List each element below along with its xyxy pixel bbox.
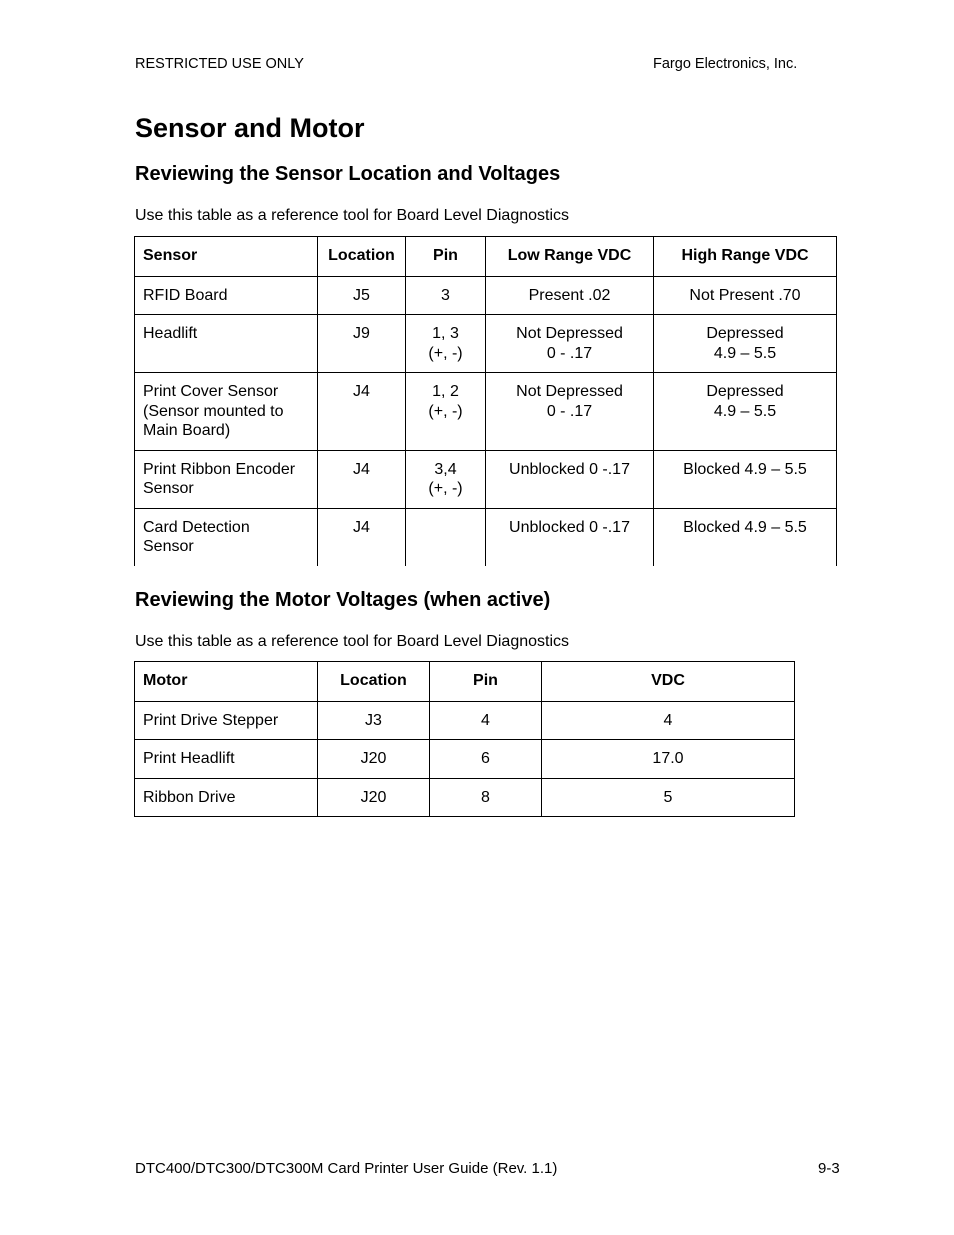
- table-row: [135, 276, 837, 315]
- pin-cell: 8: [430, 778, 542, 817]
- location-cell: J4: [318, 450, 406, 508]
- footer-guide-title: DTC400/DTC300/DTC300M Card Printer User Guide (Rev. 1.1): [135, 1160, 558, 1177]
- low-range-cell: Present .02: [486, 276, 654, 315]
- high-range-cell: Blocked 4.9 – 5.5: [654, 450, 837, 508]
- location-cell: J20: [318, 740, 430, 779]
- column-header-location: Location: [318, 237, 406, 277]
- column-header-location: Location: [318, 662, 430, 702]
- location-cell: J3: [318, 701, 430, 740]
- motor-section-intro: Use this table as a reference tool for Board Level Diagnostics: [135, 633, 570, 650]
- location-cell: J5: [318, 276, 406, 315]
- location-cell: J9: [318, 315, 406, 373]
- sensor-name-cell: Print Ribbon Encoder Sensor: [135, 450, 318, 508]
- column-header-vdc: VDC: [542, 662, 795, 702]
- location-cell: J20: [318, 778, 430, 817]
- high-range-cell: Blocked 4.9 – 5.5: [654, 508, 837, 566]
- sensor-name-cell: RFID Board: [135, 276, 318, 315]
- header-company-name: Fargo Electronics, Inc.: [653, 56, 798, 72]
- high-range-cell: Depressed 4.9 – 5.5: [654, 373, 837, 451]
- motor-table-header-row: [135, 662, 795, 702]
- motor-name-cell: Print Headlift: [135, 740, 318, 779]
- pin-cell: 3,4 (+, -): [406, 450, 486, 508]
- column-header-sensor: Sensor: [135, 237, 318, 277]
- sensor-section-title: Reviewing the Sensor Location and Voltages: [135, 163, 561, 185]
- footer-page-number: 9-3: [818, 1160, 840, 1177]
- low-range-cell: Unblocked 0 -.17: [486, 508, 654, 566]
- sensor-table-header-row: [135, 237, 837, 277]
- table-row: [135, 373, 837, 451]
- low-range-cell: Not Depressed 0 - .17: [486, 373, 654, 451]
- table-row: [135, 778, 795, 817]
- low-range-cell: Not Depressed 0 - .17: [486, 315, 654, 373]
- high-range-cell: Depressed 4.9 – 5.5: [654, 315, 837, 373]
- pin-cell: 1, 2 (+, -): [406, 373, 486, 451]
- pin-cell: 4: [430, 701, 542, 740]
- table-row: [135, 701, 795, 740]
- table-row: [135, 450, 837, 508]
- sensor-section-intro: Use this table as a reference tool for Board Level Diagnostics: [135, 207, 570, 224]
- column-header-motor: Motor: [135, 662, 318, 702]
- sensor-name-cell: Print Cover Sensor (Sensor mounted to Main Board): [135, 373, 318, 451]
- column-header-pin: Pin: [430, 662, 542, 702]
- table-row: [135, 508, 837, 566]
- table-row: [135, 740, 795, 779]
- sensor-table: [134, 236, 837, 566]
- motor-section-title: Reviewing the Motor Voltages (when active): [135, 589, 551, 611]
- motor-name-cell: Ribbon Drive: [135, 778, 318, 817]
- table-row: [135, 315, 837, 373]
- column-header-low-range-vdc: Low Range VDC: [486, 237, 654, 277]
- location-cell: J4: [318, 508, 406, 566]
- column-header-high-range-vdc: High Range VDC: [654, 237, 837, 277]
- sensor-name-cell: Card Detection Sensor: [135, 508, 318, 566]
- pin-cell: 3: [406, 276, 486, 315]
- pin-cell: [406, 508, 486, 566]
- vdc-cell: 17.0: [542, 740, 795, 779]
- pin-cell: 1, 3 (+, -): [406, 315, 486, 373]
- column-header-pin: Pin: [406, 237, 486, 277]
- header-restricted-use: RESTRICTED USE ONLY: [135, 56, 304, 72]
- vdc-cell: 5: [542, 778, 795, 817]
- motor-table: [134, 661, 795, 817]
- low-range-cell: Unblocked 0 -.17: [486, 450, 654, 508]
- pin-cell: 6: [430, 740, 542, 779]
- high-range-cell: Not Present .70: [654, 276, 837, 315]
- location-cell: J4: [318, 373, 406, 451]
- motor-name-cell: Print Drive Stepper: [135, 701, 318, 740]
- page-title: Sensor and Motor: [135, 113, 365, 143]
- vdc-cell: 4: [542, 701, 795, 740]
- sensor-name-cell: Headlift: [135, 315, 318, 373]
